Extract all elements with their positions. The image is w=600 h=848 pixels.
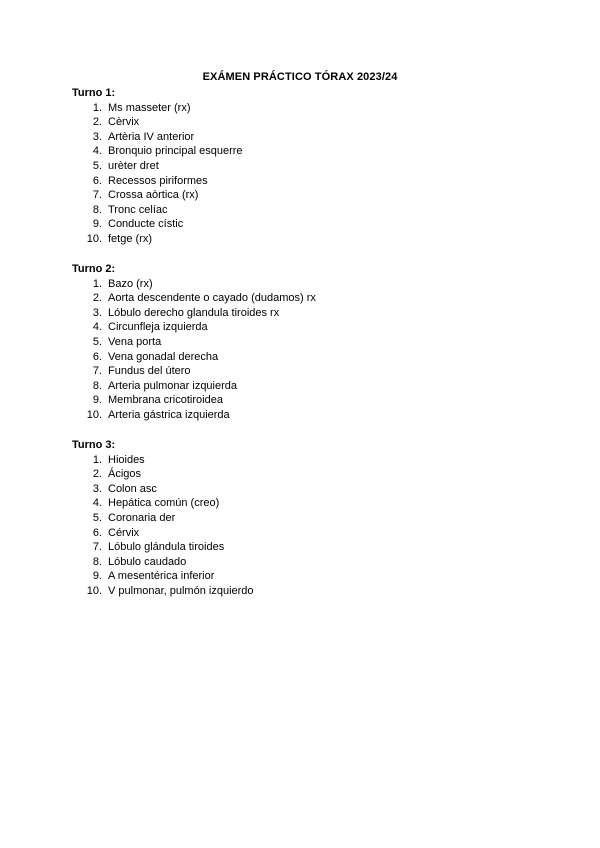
- list-item: [72, 350, 316, 365]
- list-item: [72, 555, 254, 570]
- turno-3-section: [72, 438, 254, 599]
- turno-heading: Turno 2:: [72, 263, 116, 275]
- list-item: [72, 306, 316, 321]
- list-item-number: 5.: [92, 511, 102, 524]
- list-item-text: urèter dret: [108, 159, 159, 172]
- list-item: [72, 188, 243, 203]
- list-item-text: Artèria IV anterior: [108, 130, 195, 143]
- list-item-number: 3.: [92, 482, 102, 495]
- list-item: [72, 511, 254, 526]
- list-item-number: 8.: [92, 555, 102, 568]
- turno-list: [72, 453, 254, 599]
- list-item-number: 10.: [86, 584, 102, 597]
- list-item-number: 10.: [86, 232, 102, 245]
- list-item-text: Coronaria der: [108, 511, 176, 524]
- list-item-text: Vena porta: [108, 335, 162, 348]
- list-item-text: Lóbulo glándula tiroides: [108, 541, 225, 554]
- list-item-text: Hioides: [108, 453, 145, 466]
- list-item-text: Arteria pulmonar izquierda: [108, 379, 238, 392]
- list-item-number: 6.: [92, 526, 102, 539]
- list-item-text: Ms masseter (rx): [108, 101, 191, 114]
- list-item: [72, 379, 316, 394]
- list-item-text: Circunfleja izquierda: [108, 321, 208, 334]
- list-item-text: fetge (rx): [108, 232, 153, 245]
- list-item-number: 1.: [92, 277, 102, 290]
- list-item-text: Aorta descendente o cayado (dudamos) rx: [108, 292, 316, 305]
- list-item: [72, 540, 254, 555]
- list-item-text: Hepática común (creo): [108, 497, 220, 510]
- list-item: [72, 101, 243, 116]
- list-item-number: 4.: [92, 321, 102, 334]
- list-item-number: 9.: [92, 570, 102, 583]
- list-item: [72, 174, 243, 189]
- list-item-text: Bronquio principal esquerre: [108, 145, 243, 158]
- list-item: [72, 453, 254, 468]
- list-item-text: V pulmonar, pulmón izquierdo: [108, 584, 254, 597]
- list-item-number: 1.: [92, 101, 102, 114]
- list-item-number: 6.: [92, 174, 102, 187]
- list-item-number: 8.: [92, 379, 102, 392]
- turno-list: [72, 277, 316, 423]
- list-item-number: 2.: [92, 116, 102, 129]
- list-item-number: 3.: [92, 306, 102, 319]
- list-item: [72, 408, 316, 423]
- list-item-text: A mesentérica inferior: [108, 570, 215, 583]
- list-item-number: 7.: [92, 541, 102, 554]
- list-item-number: 5.: [92, 335, 102, 348]
- list-item: [72, 291, 316, 306]
- list-item: [72, 277, 316, 292]
- list-item-text: Lóbulo derecho glandula tiroides rx: [108, 306, 280, 319]
- list-item: [72, 115, 243, 130]
- turno-1-section: [72, 86, 243, 247]
- list-item: [72, 203, 243, 218]
- list-item: [72, 159, 243, 174]
- list-item-text: Fundus del útero: [108, 365, 191, 378]
- turno-list: [72, 101, 243, 247]
- list-item-number: 5.: [92, 159, 102, 172]
- list-item: [72, 144, 243, 159]
- list-item-number: 6.: [92, 350, 102, 363]
- list-item-number: 9.: [92, 218, 102, 231]
- list-item: [72, 467, 254, 482]
- list-item-text: Tronc celíac: [108, 203, 168, 216]
- list-item-number: 7.: [92, 365, 102, 378]
- turno-2-section: [72, 262, 316, 423]
- list-item-number: 7.: [92, 189, 102, 202]
- list-item-text: Recessos piriformes: [108, 174, 208, 187]
- list-item: [72, 130, 243, 145]
- list-item-number: 4.: [92, 145, 102, 158]
- list-item: [72, 232, 243, 247]
- list-item-text: Membrana cricotiroidea: [108, 394, 223, 407]
- list-item-number: 9.: [92, 394, 102, 407]
- list-item: [72, 217, 243, 232]
- list-item: [72, 526, 254, 541]
- list-item-text: Conducte cístic: [108, 218, 184, 231]
- turno-heading: Turno 1:: [72, 87, 116, 99]
- list-item: [72, 569, 254, 584]
- list-item-text: Vena gonadal derecha: [108, 350, 219, 363]
- list-item-text: Bazo (rx): [108, 277, 153, 290]
- list-item-number: 8.: [92, 203, 102, 216]
- list-item-number: 4.: [92, 497, 102, 510]
- page-title: EXÁMEN PRÁCTICO TÓRAX 2023/24: [202, 71, 398, 83]
- list-item-number: 10.: [86, 408, 102, 421]
- list-item: [72, 320, 316, 335]
- turno-heading: Turno 3:: [72, 439, 116, 451]
- list-item: [72, 482, 254, 497]
- list-item-text: Ácigos: [108, 468, 142, 481]
- list-item-text: Lóbulo caudado: [108, 555, 187, 568]
- list-item-text: Colon asc: [108, 482, 157, 495]
- list-item-number: 3.: [92, 130, 102, 143]
- list-item: [72, 496, 254, 511]
- list-item-text: Crossa aòrtica (rx): [108, 189, 199, 202]
- list-item-text: Cérvix: [108, 526, 140, 539]
- list-item: [72, 335, 316, 350]
- list-item: [72, 393, 316, 408]
- list-item-text: Cèrvix: [108, 116, 140, 129]
- list-item: [72, 584, 254, 599]
- list-item-text: Arteria gástrica izquierda: [108, 408, 230, 421]
- list-item-number: 2.: [92, 292, 102, 305]
- list-item-number: 1.: [92, 453, 102, 466]
- list-item-number: 2.: [92, 468, 102, 481]
- list-item: [72, 364, 316, 379]
